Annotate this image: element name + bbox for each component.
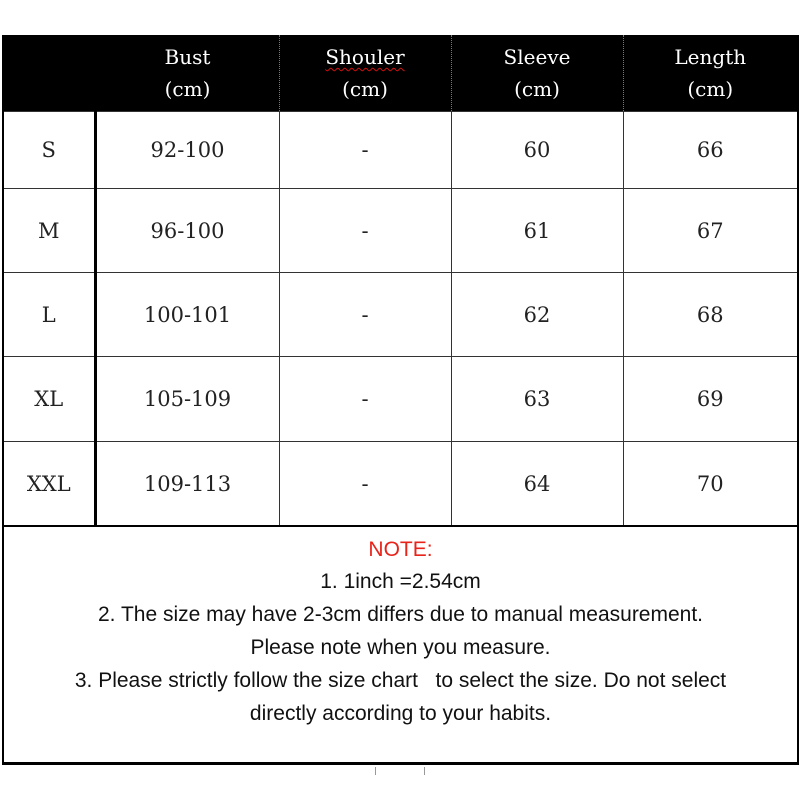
header-sleeve	[451, 35, 623, 112]
note-title: NOTE:	[368, 538, 433, 561]
shoulder-value: -	[279, 189, 451, 273]
size-label: XL	[4, 357, 95, 442]
header-shoulder	[279, 35, 451, 112]
shoulder-value: -	[279, 112, 451, 189]
header-length-unit: (cm)	[687, 77, 734, 101]
note-line: 3. Please strictly follow the size chart to select the size. Do not select	[74, 669, 727, 692]
header-sleeve-label: Sleeve	[503, 45, 571, 69]
shoulder-value: -	[279, 442, 451, 527]
bust-value: 92-100	[95, 112, 279, 189]
note-line: directly according to your habits.	[249, 702, 552, 725]
header-sleeve-unit: (cm)	[514, 77, 560, 101]
sleeve-value: 63	[451, 357, 623, 442]
header-bust-label: Bust	[164, 45, 211, 69]
table-row	[4, 357, 797, 442]
sleeve-value: 64	[451, 442, 623, 527]
bust-value: 96-100	[95, 189, 279, 273]
header-bust-unit: (cm)	[164, 77, 211, 101]
header-length	[623, 35, 797, 112]
header-bust	[95, 35, 279, 112]
header-length-label: Length	[674, 45, 747, 69]
bust-value: 105-109	[95, 357, 279, 442]
notes-section	[4, 525, 797, 762]
shoulder-value: -	[279, 357, 451, 442]
table-row	[4, 442, 797, 527]
size-label: M	[4, 189, 95, 273]
header-shoulder-label: Shouler	[325, 45, 405, 69]
length-value: 69	[623, 357, 797, 442]
note-line: 2. The size may have 2-3cm differs due to manual measurement.	[97, 603, 704, 626]
note-line: Please note when you measure.	[250, 636, 551, 659]
size-label: S	[4, 112, 95, 189]
header-row	[4, 35, 797, 112]
table-row	[4, 112, 797, 189]
sleeve-value: 60	[451, 112, 623, 189]
length-value: 70	[623, 442, 797, 527]
footer-divider	[375, 767, 425, 775]
bust-value: 100-101	[95, 273, 279, 357]
header-shoulder-unit: (cm)	[342, 77, 388, 101]
note-line: 1. 1inch =2.54cm	[320, 570, 481, 593]
size-label: XXL	[4, 442, 95, 527]
header-size	[4, 35, 95, 112]
shoulder-value: -	[279, 273, 451, 357]
table-row	[4, 189, 797, 273]
sleeve-value: 61	[451, 189, 623, 273]
size-chart	[2, 35, 799, 765]
length-value: 68	[623, 273, 797, 357]
table-row	[4, 273, 797, 357]
length-value: 66	[623, 112, 797, 189]
bust-value: 109-113	[95, 442, 279, 527]
sleeve-value: 62	[451, 273, 623, 357]
size-label: L	[4, 273, 95, 357]
length-value: 67	[623, 189, 797, 273]
size-table	[4, 35, 797, 526]
